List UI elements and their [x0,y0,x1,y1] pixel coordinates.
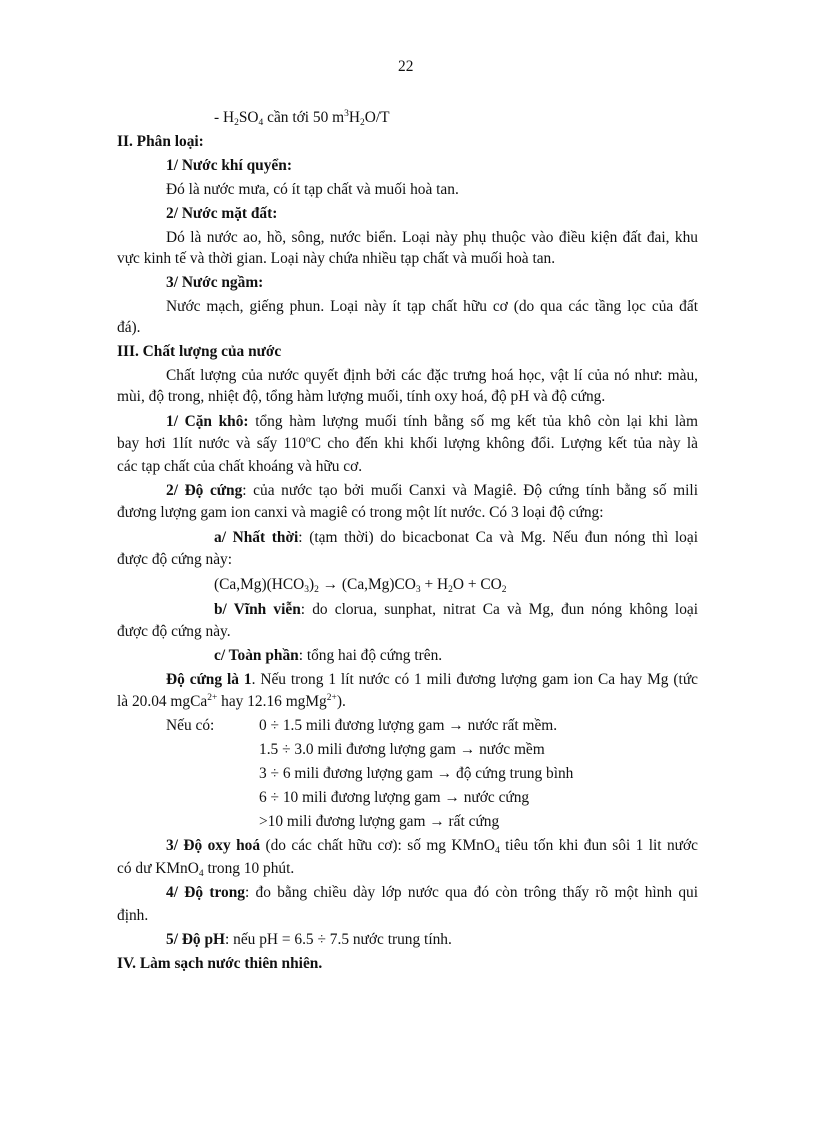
paragraph-line: c/ Toàn phần: tổng hai độ cứng trên. [214,647,443,664]
h2so4-line: - $H_2SO_4$ cần tới 50 $m^3H_2O/T$ [214,109,390,128]
term-oxidizability: 3/ Độ oxy hoá [166,837,261,854]
term-ph: 5/ Độ pH [166,931,226,948]
paragraph-line: các tạp chất của chất khoáng và hữu cơ. [117,458,363,475]
paragraph-line: 2/ Độ cứng: của nước tạo bởi muối Canxi và Magiê. Độ cứng tính bằng số mili [166,482,698,499]
section-heading-classification: II. Phân loại: [117,133,204,150]
page-number: 22 [398,58,414,75]
subheading-atmospheric-water: 1/ Nước khí quyển: [166,157,292,174]
paragraph-line: là 20.04 mgCa$^{2+}$ hay 12.16 mgMg$^{2+}$). [117,693,346,710]
paragraph-line: có dư KMnO$_4$ trong 10 phút. [117,860,295,879]
paragraph-line: Nước mạch, giếng phun. Loại này ít tạp chất hữu cơ (do qua các tầng lọc của đất [166,298,698,315]
paragraph-line: Chất lượng của nước quyết định bởi các đặc trưng hoá học, vật lí của nó như: màu, [166,367,698,384]
paragraph-line: mùi, độ trong, nhiệt độ, tổng hàm lượng muối, tính oxy hoá, độ pH và độ cứng. [117,388,606,405]
paragraph-line: Đó là nước mưa, có ít tạp chất và muối hoà tan. [166,181,459,198]
chemical-equation: $(Ca,Mg)(HCO_3)_2 \to (Ca,Mg)CO_3 + H_2O + CO_2$ [214,576,507,595]
paragraph-line: 4/ Độ trong: đo bằng chiều dày lớp nước qua đó còn trông thấy rõ một hình qui [166,884,698,901]
term-hardness: 2/ Độ cứng [166,482,243,499]
term-total-hardness: c/ Toàn phần [214,647,299,664]
paragraph-line: vực kinh tế và thời gian. Loại này chứa nhiều tạp chất và muối hoà tan. [117,250,556,267]
paragraph-line: đương lượng gam ion canxi và magiê có trong một lít nước. Có 3 loại độ cứng: [117,504,604,521]
paragraph-line: Dó là nước ao, hồ, sông, nước biển. Loại này phụ thuộc vào điều kiện đất đai, khu [166,229,698,246]
hardness-scale-item: 0 ÷ 1.5 mili đương lượng gam → nước rất mềm. [259,717,558,734]
hardness-scale-item: >10 mili đương lượng gam → rất cứng [259,813,500,830]
section-heading-water-quality: III. Chất lượng của nước [117,343,282,360]
paragraph-line: đá). [117,319,141,336]
hardness-scale-item: 6 ÷ 10 mili đương lượng gam → nước cứng [259,789,530,806]
hardness-scale-item: 3 ÷ 6 mili đương lượng gam → độ cứng trung bình [259,765,574,782]
paragraph-line: được độ cứng này. [117,623,231,640]
paragraph-line: định. [117,907,149,924]
paragraph-line: 1/ Cặn khô: tổng hàm lượng muối tính bằng số mg kết tủa khô còn lại khi làm [166,413,698,430]
section-heading-water-purification: IV. Làm sạch nước thiên nhiên. [117,955,323,972]
paragraph-line: a/ Nhất thời: (tạm thời) do bicacbonat Ca và Mg. Nếu đun nóng thì loại [214,529,698,546]
scale-label: Nếu có: [166,717,215,734]
paragraph-line: bay hơi 1lít nước và sấy 110$^o$C cho đến khi khối lượng không đổi. Lượng kết tủa này là [117,435,698,452]
subheading-groundwater: 3/ Nước ngầm: [166,274,264,291]
paragraph-line: Độ cứng là 1. Nếu trong 1 lít nước có 1 mili đương lượng gam ion Ca hay Mg (tức [166,671,699,688]
paragraph-line: 3/ Độ oxy hoá (do các chất hữu cơ): số mg KMnO$_4$ tiêu tốn khi đun sôi 1 lit nước [166,837,698,856]
paragraph-line: được độ cứng này: [117,551,233,568]
hardness-scale-item: 1.5 ÷ 3.0 mili đương lượng gam → nước mềm [259,741,545,758]
subheading-surface-water: 2/ Nước mặt đất: [166,205,278,222]
term-hardness-unit: Độ cứng là 1 [166,671,252,688]
term-dry-residue: 1/ Cặn khô: [166,413,249,430]
term-clarity: 4/ Độ trong [166,884,245,901]
paragraph-line: b/ Vĩnh viễn: do clorua, sunphat, nitrat Ca và Mg, đun nóng không loại [214,601,699,618]
paragraph-line: 5/ Độ pH: nếu pH = 6.5 ÷ 7.5 nước trung tính. [166,931,452,948]
term-permanent-hardness: b/ Vĩnh viễn [214,601,301,618]
term-temporary-hardness: a/ Nhất thời [214,529,299,546]
